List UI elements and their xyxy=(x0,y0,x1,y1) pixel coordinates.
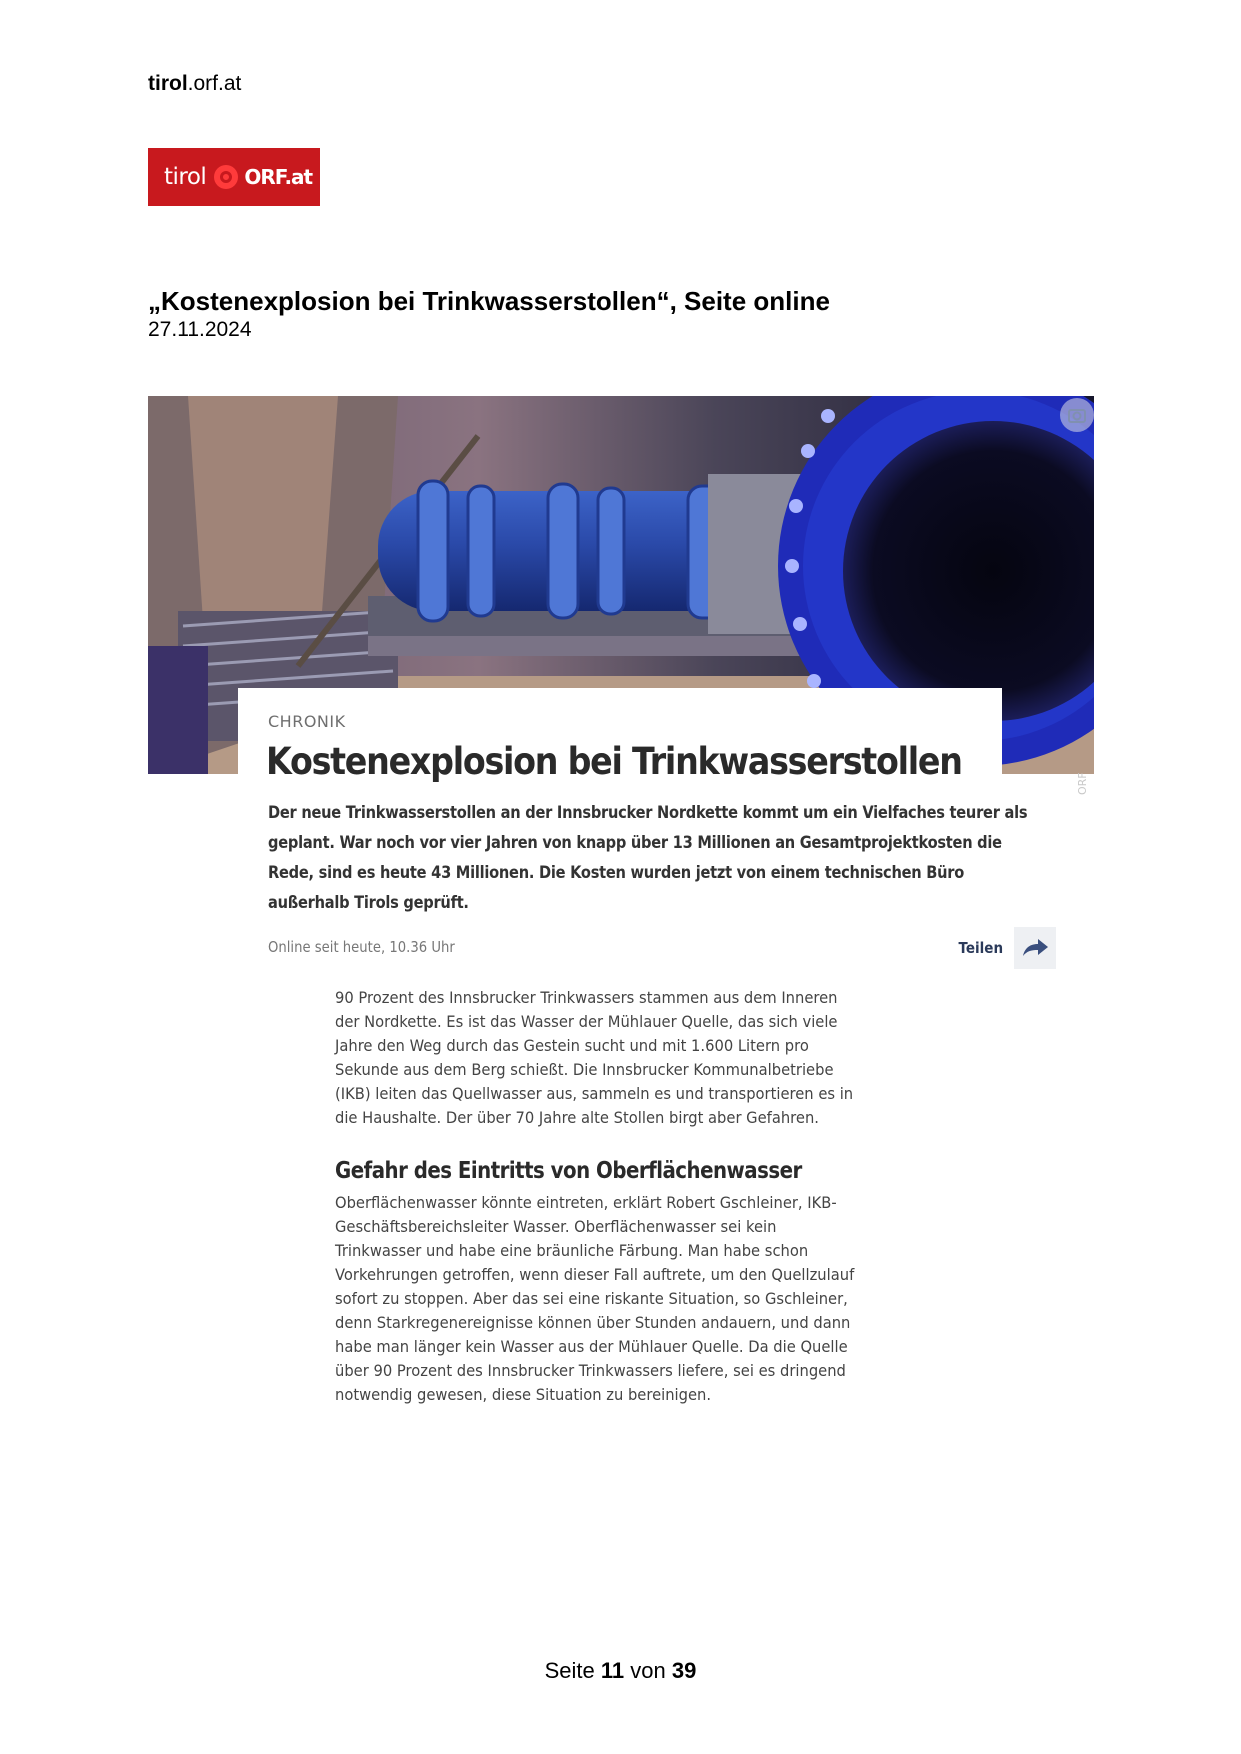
lead-line: geplant. War noch vor vier Jahren von knapp über 13 Millionen an Gesamtprojektkosten die xyxy=(268,833,1002,853)
paragraph-line: Geschäftsbereichsleiter Wasser. Oberflächenwasser sei kein xyxy=(335,1217,777,1236)
paragraph-line: denn Starkregenereignisse können über Stunden andauern, und dann xyxy=(335,1313,851,1332)
publish-time: Online seit heute, 10.36 Uhr xyxy=(268,938,455,956)
article-lead xyxy=(268,798,1028,918)
footer-page-number: 11 xyxy=(600,1658,625,1683)
paragraph-line: Sekunde aus dem Berg schießt. Die Innsbrucker Kommunalbetriebe xyxy=(335,1060,834,1079)
lead-line: Der neue Trinkwasserstollen an der Innsbrucker Nordkette kommt um ein Vielfaches teurer als xyxy=(268,803,1028,823)
paragraph-line: Oberflächenwasser könnte eintreten, erklärt Robert Gschleiner, IKB- xyxy=(335,1193,837,1212)
article-category: CHRONIK xyxy=(268,712,346,731)
paragraph-line: habe man länger kein Wasser aus der Mühlauer Quelle. Da die Quelle xyxy=(335,1337,848,1356)
share-control[interactable] xyxy=(956,927,1056,969)
paragraph-line: über 90 Prozent des Innsbrucker Trinkwassers liefere, sei es dringend xyxy=(335,1361,846,1380)
paragraph-line: Jahre den Weg durch das Gestein sucht und mit 1.600 Litern pro xyxy=(335,1036,809,1055)
paragraph-line: (IKB) leiten das Quellwasser aus, sammeln es und transportieren es in xyxy=(335,1084,854,1103)
share-label[interactable]: Teilen xyxy=(958,939,1004,957)
logo-text-orf: ORF.at xyxy=(244,165,313,189)
document-title: „Kostenexplosion bei Trinkwasserstollen“, Seite online xyxy=(148,286,830,316)
paragraph-line: sofort zu stoppen. Aber das sei eine riskante Situation, so Gschleiner, xyxy=(335,1289,848,1308)
paragraph-line: der Nordkette. Es ist das Wasser der Mühlauer Quelle, das sich viele xyxy=(335,1012,838,1031)
image-credit: ORF xyxy=(1076,772,1089,795)
logo-text-tirol: tirol xyxy=(164,164,207,190)
paragraph-line: die Haushalte. Der über 70 Jahre alte Stollen birgt aber Gefahren. xyxy=(335,1108,819,1127)
lead-line: Rede, sind es heute 43 Millionen. Die Kosten wurden jetzt von einem technischen Büro xyxy=(268,863,965,883)
footer-mid: von xyxy=(630,1658,666,1683)
paragraph-line: 90 Prozent des Innsbrucker Trinkwassers stammen aus dem Inneren xyxy=(335,988,838,1007)
article-subheading: Gefahr des Eintritts von Oberflächenwasser xyxy=(335,1158,802,1184)
site-name-rest: .orf.at xyxy=(187,72,242,95)
article-headline: Kostenexplosion bei Trinkwasserstollen xyxy=(266,740,962,783)
document-date: 27.11.2024 xyxy=(148,318,252,341)
site-name-bold: tirol xyxy=(148,72,188,95)
orf-eye-icon xyxy=(214,165,238,189)
footer-page-total: 39 xyxy=(671,1658,697,1683)
site-name xyxy=(148,72,241,96)
camera-icon[interactable] xyxy=(1060,398,1094,432)
page-footer xyxy=(0,1658,1241,1684)
article-paragraph-1 xyxy=(335,986,905,1130)
tirol-orf-logo xyxy=(148,148,320,206)
paragraph-line: Trinkwasser und habe eine bräunliche Färbung. Man habe schon xyxy=(335,1241,809,1260)
footer-prefix: Seite xyxy=(544,1658,595,1683)
lead-line: außerhalb Tirols geprüft. xyxy=(268,893,469,913)
share-arrow-icon[interactable] xyxy=(1014,927,1056,969)
paragraph-line: notwendig gewesen, diese Situation zu bereinigen. xyxy=(335,1385,712,1404)
article-paragraph-2 xyxy=(335,1191,905,1407)
paragraph-line: Vorkehrungen getroffen, wenn dieser Fall auftrete, um den Quellzulauf xyxy=(335,1265,855,1284)
